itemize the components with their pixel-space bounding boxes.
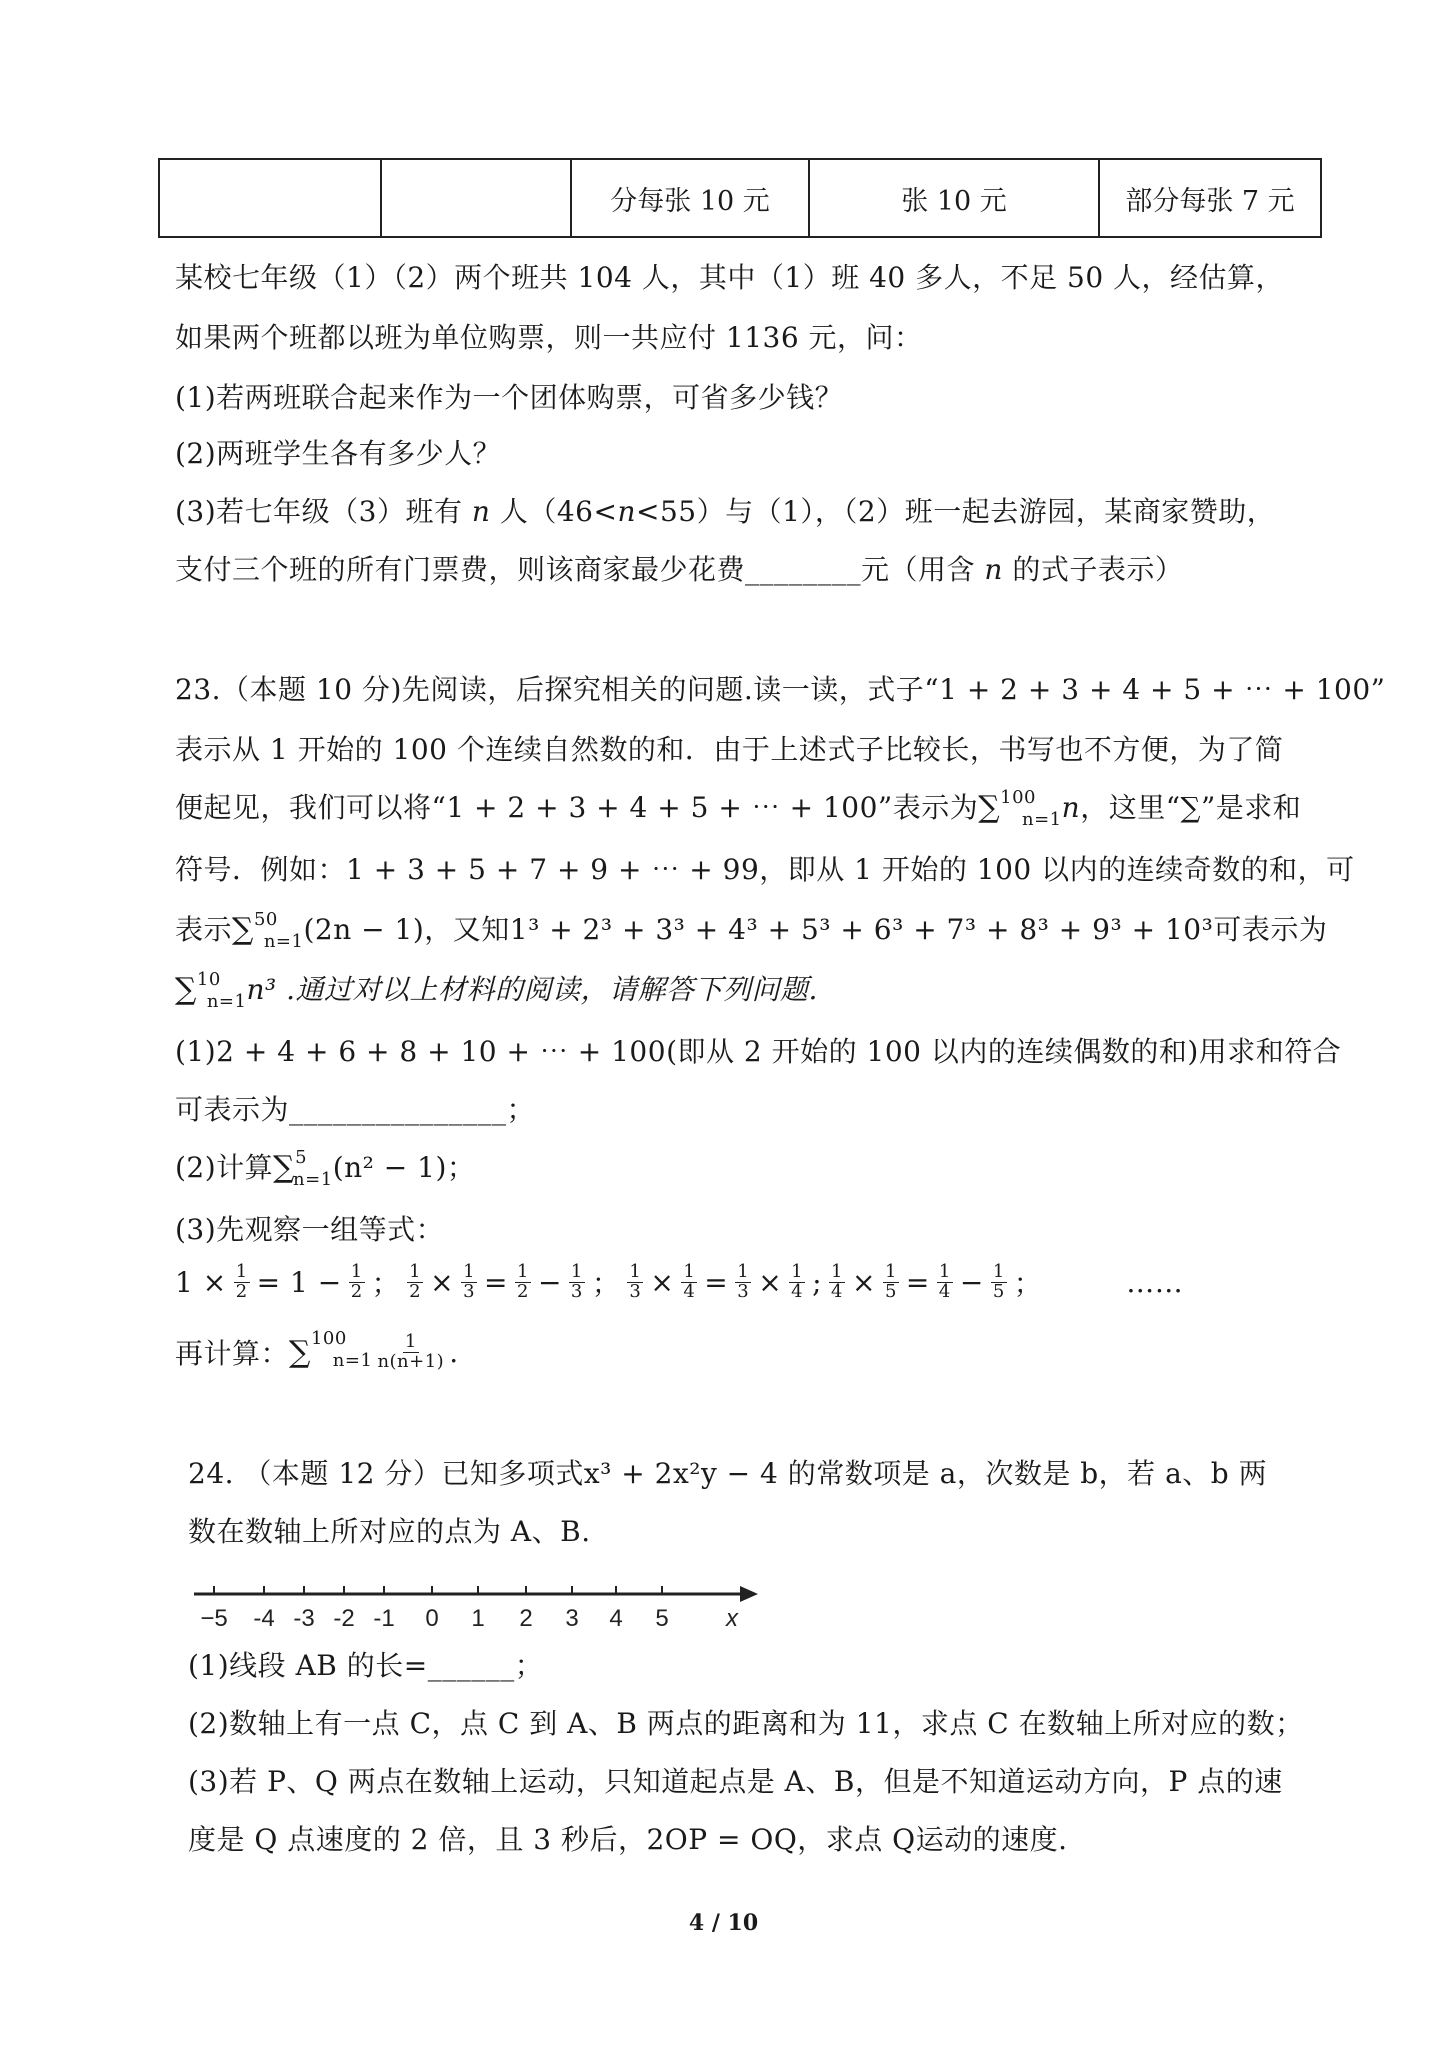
eq-text: × xyxy=(852,1265,876,1299)
q23-line-1: 23.（本题 10 分)先阅读，后探究相关的问题.读一读，式子“1 + 2 + 3 + 4 + 5 + ⋯ + 100” xyxy=(175,673,1386,706)
tick-label: 0 xyxy=(425,1605,439,1632)
q24-line-2: 数在数轴上所对应的点为 A、B. xyxy=(188,1515,591,1548)
eq-text: ； xyxy=(371,1267,401,1300)
tick-label: 5 xyxy=(655,1605,669,1632)
q23-l5b: (2n − 1)，又知1³ + 2³ + 3³ + 4³ + 5³ + 6³ + 7³ + 8³ + 9³ + 10³可表示为 xyxy=(303,913,1328,946)
sigma-upper: 10 xyxy=(196,969,221,990)
var-n: n xyxy=(984,553,1003,586)
sigma-lower: n=1 xyxy=(263,931,304,952)
eq-text: ； xyxy=(1013,1267,1043,1300)
fraction: $\frac{1}{4}$ xyxy=(938,1260,951,1302)
arrow-head-icon xyxy=(740,1586,758,1602)
fraction: $\frac{1}{4}$ xyxy=(683,1260,696,1302)
q23-l5a: 表示 xyxy=(175,913,233,946)
eq-text: − xyxy=(537,1265,562,1299)
fraction: $\frac{1}{3}$ xyxy=(570,1260,583,1302)
sigma-symbol: ∑ xyxy=(289,1334,311,1370)
q22-line-5 xyxy=(175,490,1275,530)
fraction: $\frac{1}{2}$ xyxy=(517,1260,529,1302)
fraction: $\frac{1}{5}$ xyxy=(884,1260,897,1302)
sigma-lower: n=1 xyxy=(206,991,247,1012)
fraction: $\frac{1}{5}$ xyxy=(992,1260,1005,1302)
sigma-upper: 100 xyxy=(1000,787,1036,808)
var-n: n xyxy=(471,495,491,528)
eq-text: × xyxy=(430,1265,455,1299)
fraction: $\frac{1}{2}$ xyxy=(235,1260,248,1302)
eq-text: ; xyxy=(812,1265,823,1299)
q23-l6b: n³ .通过对以上材料的阅读，请解答下列问题. xyxy=(246,973,818,1006)
tick-label: x xyxy=(726,1605,738,1632)
tick-label: 1 xyxy=(471,1605,485,1632)
price-table xyxy=(158,158,1322,238)
tick-label: 3 xyxy=(565,1605,579,1632)
sigma-symbol: ∑ xyxy=(175,972,197,1007)
fraction: $\frac{1}{3}$ xyxy=(737,1260,750,1302)
q24-line-3: (1)线段 AB 的长=______； xyxy=(188,1649,544,1682)
q23-line-4: 符号．例如：1 + 3 + 5 + 7 + 9 + ⋯ + 99，即从 1 开始的 100 以内的连续奇数的和，可 xyxy=(175,853,1355,886)
q23-l12a: 再计算： xyxy=(175,1337,290,1370)
fraction: $\frac{1}{4}$ xyxy=(791,1260,804,1302)
q23-line-3 xyxy=(175,786,1302,830)
q23-line-8: 可表示为_______________； xyxy=(175,1093,536,1126)
eq-text: = xyxy=(704,1265,729,1299)
table-row xyxy=(159,159,1321,237)
q23-line-7: (1)2 + 4 + 6 + 8 + 10 + ⋯ + 100(即从 2 开始的 100 以内的连续偶数的和)用求和符合 xyxy=(175,1035,1342,1068)
sigma-lower: n=1 xyxy=(1022,809,1062,830)
tick-label: -2 xyxy=(333,1605,355,1632)
q22-line-3: (1)若两班联合起来作为一个团体购票，可省多少钱？ xyxy=(175,381,844,414)
q24-line-5: (3)若 P、Q 两点在数轴上运动，只知道起点是 A、B，但是不知道运动方向，P 点的速 xyxy=(188,1765,1283,1798)
eq-text: 1 × xyxy=(175,1265,227,1299)
sigma-symbol: ∑ xyxy=(978,790,1001,825)
q23-line-5 xyxy=(175,908,1328,952)
q22-l6b: 的式子表示） xyxy=(1002,553,1184,586)
page-number: 4 / 10 xyxy=(688,1910,759,1936)
table-cell xyxy=(381,159,571,237)
eq-text: = xyxy=(484,1265,508,1299)
tick-label: −5 xyxy=(200,1605,228,1632)
eq-text: × xyxy=(650,1265,675,1299)
sigma-upper: 5 xyxy=(295,1147,308,1168)
q22-line-6 xyxy=(175,548,1183,588)
var-n: n xyxy=(1061,791,1081,824)
eq-text: = 1 − xyxy=(256,1265,342,1299)
table-cell xyxy=(159,159,381,237)
q23-equation-row xyxy=(175,1262,1183,1302)
q24-line-1: 24. （本题 12 分）已知多项式x³ + 2x²y − 4 的常数项是 a，次数是 b，若 a、b 两 xyxy=(188,1457,1268,1490)
ellipsis: …… xyxy=(1126,1265,1184,1299)
q24-line-4: (2)数轴上有一点 C，点 C 到 A、B 两点的距离和为 11，求点 C 在数轴上所对应的数； xyxy=(188,1707,1304,1740)
q22-line-4: (2)两班学生各有多少人？ xyxy=(175,437,502,470)
fraction: $\frac{1}{n(n+1)}$ xyxy=(377,1330,445,1372)
sigma-lower: n=1 xyxy=(293,1169,333,1190)
eq-text: ； xyxy=(591,1267,621,1300)
q22-line-2: 如果两个班都以班为单位购票，则一共应付 1136 元，问： xyxy=(175,321,923,354)
fraction: $\frac{1}{3}$ xyxy=(629,1260,642,1302)
q23-line-10: (3)先观察一组等式： xyxy=(175,1213,445,1246)
sigma-symbol: ∑ xyxy=(273,1150,296,1185)
fraction: $\frac{1}{3}$ xyxy=(463,1260,476,1302)
q22-l6a: 支付三个班的所有门票费，则该商家最少花费________元（用含 xyxy=(175,553,985,586)
q24-line-6: 度是 Q 点速度的 2 倍，且 3 秒后，2OP = OQ，求点 Q运动的速度. xyxy=(188,1823,1068,1856)
table-cell: 分每张 10 元 xyxy=(571,159,809,237)
tick-label-group xyxy=(200,1605,739,1632)
sigma-symbol: ∑ xyxy=(232,912,254,947)
q23-line-9 xyxy=(175,1146,476,1190)
number-line xyxy=(192,1578,772,1638)
eq-text: − xyxy=(959,1265,984,1299)
sigma-upper: 50 xyxy=(253,909,278,930)
tick-label: -4 xyxy=(253,1605,275,1632)
tick-label: -3 xyxy=(293,1605,315,1632)
tick-label: -1 xyxy=(373,1605,395,1632)
tick-label: 4 xyxy=(609,1605,623,1632)
sigma-lower: n=1 xyxy=(332,1349,373,1371)
table-cell: 部分每张 7 元 xyxy=(1099,159,1321,237)
fraction: $\frac{1}{2}$ xyxy=(409,1260,422,1302)
tick-label: 2 xyxy=(519,1605,533,1632)
eq-text: = xyxy=(905,1265,930,1299)
eq-text: × xyxy=(758,1265,783,1299)
fraction: $\frac{1}{2}$ xyxy=(350,1260,363,1302)
var-n: n xyxy=(617,495,636,528)
q23-line-2: 表示从 1 开始的 100 个连续自然数的和．由于上述式子比较长，书写也不方便，为了简 xyxy=(175,733,1284,766)
q23-l9a: (2)计算 xyxy=(175,1151,274,1184)
table-cell: 张 10 元 xyxy=(809,159,1099,237)
q23-line-6 xyxy=(175,968,818,1012)
q23-l9b: (n² − 1)； xyxy=(332,1151,476,1184)
q22-l5b: 人（46< xyxy=(490,495,618,528)
q23-l3a: 便起见，我们可以将“1 + 2 + 3 + 4 + 5 + ⋯ + 100”表示为 xyxy=(175,791,979,824)
period: . xyxy=(449,1335,459,1369)
q22-l5d: <55）与（1），（2）班一起去游园，某商家赞助， xyxy=(635,495,1276,528)
sigma-upper: 100 xyxy=(310,1327,347,1349)
q23-l3b: ，这里“∑”是求和 xyxy=(1080,791,1302,824)
q23-line-12 xyxy=(175,1327,459,1372)
fraction: $\frac{1}{4}$ xyxy=(831,1260,843,1302)
q22-line-1: 某校七年级（1）（2）两个班共 104 人，其中（1）班 40 多人，不足 50 人，经估算， xyxy=(175,261,1285,294)
q22-l5a: (3)若七年级（3）班有 xyxy=(175,495,472,528)
